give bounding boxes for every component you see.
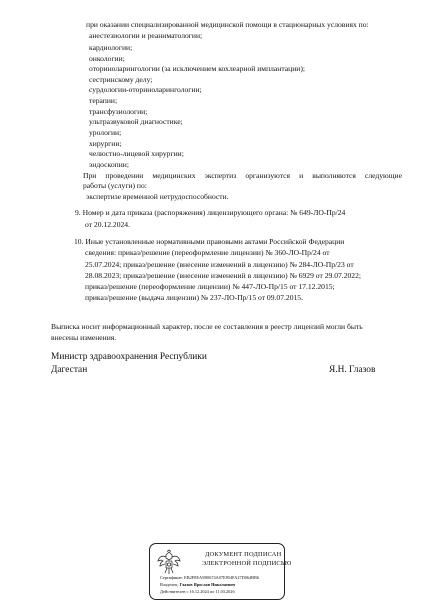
section-10-line: приказ/решение (выдача лицензии) № 237-ЛО-Пр/15 от 09.07.2015.: [85, 293, 303, 302]
section-9-line-2: от 20.12.2024.: [85, 220, 130, 229]
list-item: кардиологии;: [89, 43, 133, 52]
list-item: урологии;: [89, 128, 122, 137]
list-item: челюстно-лицевой хирургии;: [89, 149, 184, 158]
note-line-1: Выписка носит информационный характер, после ее составления в реестр лицензий могли быть: [51, 322, 363, 331]
signer-name: Я.Н. Глазов: [329, 365, 376, 375]
signer-position-line-1: Министр здравоохранения Республики: [51, 352, 207, 362]
expertise-item: экспертизе временной нетрудоспособности.: [86, 192, 229, 201]
section-10-line: 25.07.2024; приказ/решение (внесение изменений в лицензию) № 284-ЛО-Пр/23 от: [85, 260, 354, 269]
list-item: анестезиологии и реаниматологии;: [89, 31, 203, 40]
section-9-line-1: 9. Номер и дата приказа (распоряжения) лицензирующего органа: № 649-ЛО-Пр/24: [75, 208, 346, 217]
section-10-line: сведения: приказ/решение (переоформление лицензии) № 360-ЛО-Пр/24 от: [85, 248, 330, 257]
stamp-title-line-2: ЭЛЕКТРОННОЙ ПОДПИСЬЮ: [202, 560, 292, 567]
section-10-line: приказ/решение (переоформление лицензии) № 447-ЛО-Пр/15 от 17.12.2015;: [85, 282, 335, 291]
list-item: терапии;: [89, 96, 118, 105]
note-line-2: внесены изменения.: [51, 333, 117, 342]
list-item: сестринскому делу;: [89, 75, 153, 84]
signer-position-line-2: Дагестан: [51, 365, 88, 375]
list-item: эндоскопии;: [89, 160, 129, 169]
list-item: трансфузиологии;: [89, 107, 148, 116]
stamp-validity: Действителен с 16.12.2024 по 11.03.2026: [160, 589, 235, 594]
stamp-title-line-1: ДОКУМЕНТ ПОДПИСАН: [205, 551, 282, 558]
list-item: ультразвуковой диагностике;: [89, 117, 183, 126]
section-10-line: 28.08.2023; приказ/решение (внесение изменений в лицензию) № 6929 от 29.07.2022;: [85, 271, 361, 280]
list-item: сурдологии-оториноларингологии;: [89, 85, 202, 94]
stamp-certificate: Сертификат: EB2F8EA5B0674A07E854FA27D064BB6: [160, 575, 260, 580]
list-item: хирургии;: [89, 139, 122, 148]
section-8-intro: при оказании специализированной медицинской помощи в стационарных условиях по:: [86, 20, 369, 29]
electronic-signature-stamp: [149, 543, 292, 600]
list-item: онкологии;: [89, 54, 125, 63]
section-10-line: 10. Иные установленные нормативными правовыми актами Российской Федерации: [74, 237, 345, 246]
coat-of-arms-icon: [156, 549, 182, 576]
expertise-line-1: При проведении медицинских экспертиз организуются и выполняются следующие: [83, 171, 402, 180]
stamp-owner: Владелец: Глазов Ярослав Николаевич: [160, 582, 236, 587]
list-item: оториноларингологии (за исключением кохлеарной имплантации);: [89, 64, 305, 73]
expertise-line-2: работы (услуги) по:: [83, 181, 147, 190]
